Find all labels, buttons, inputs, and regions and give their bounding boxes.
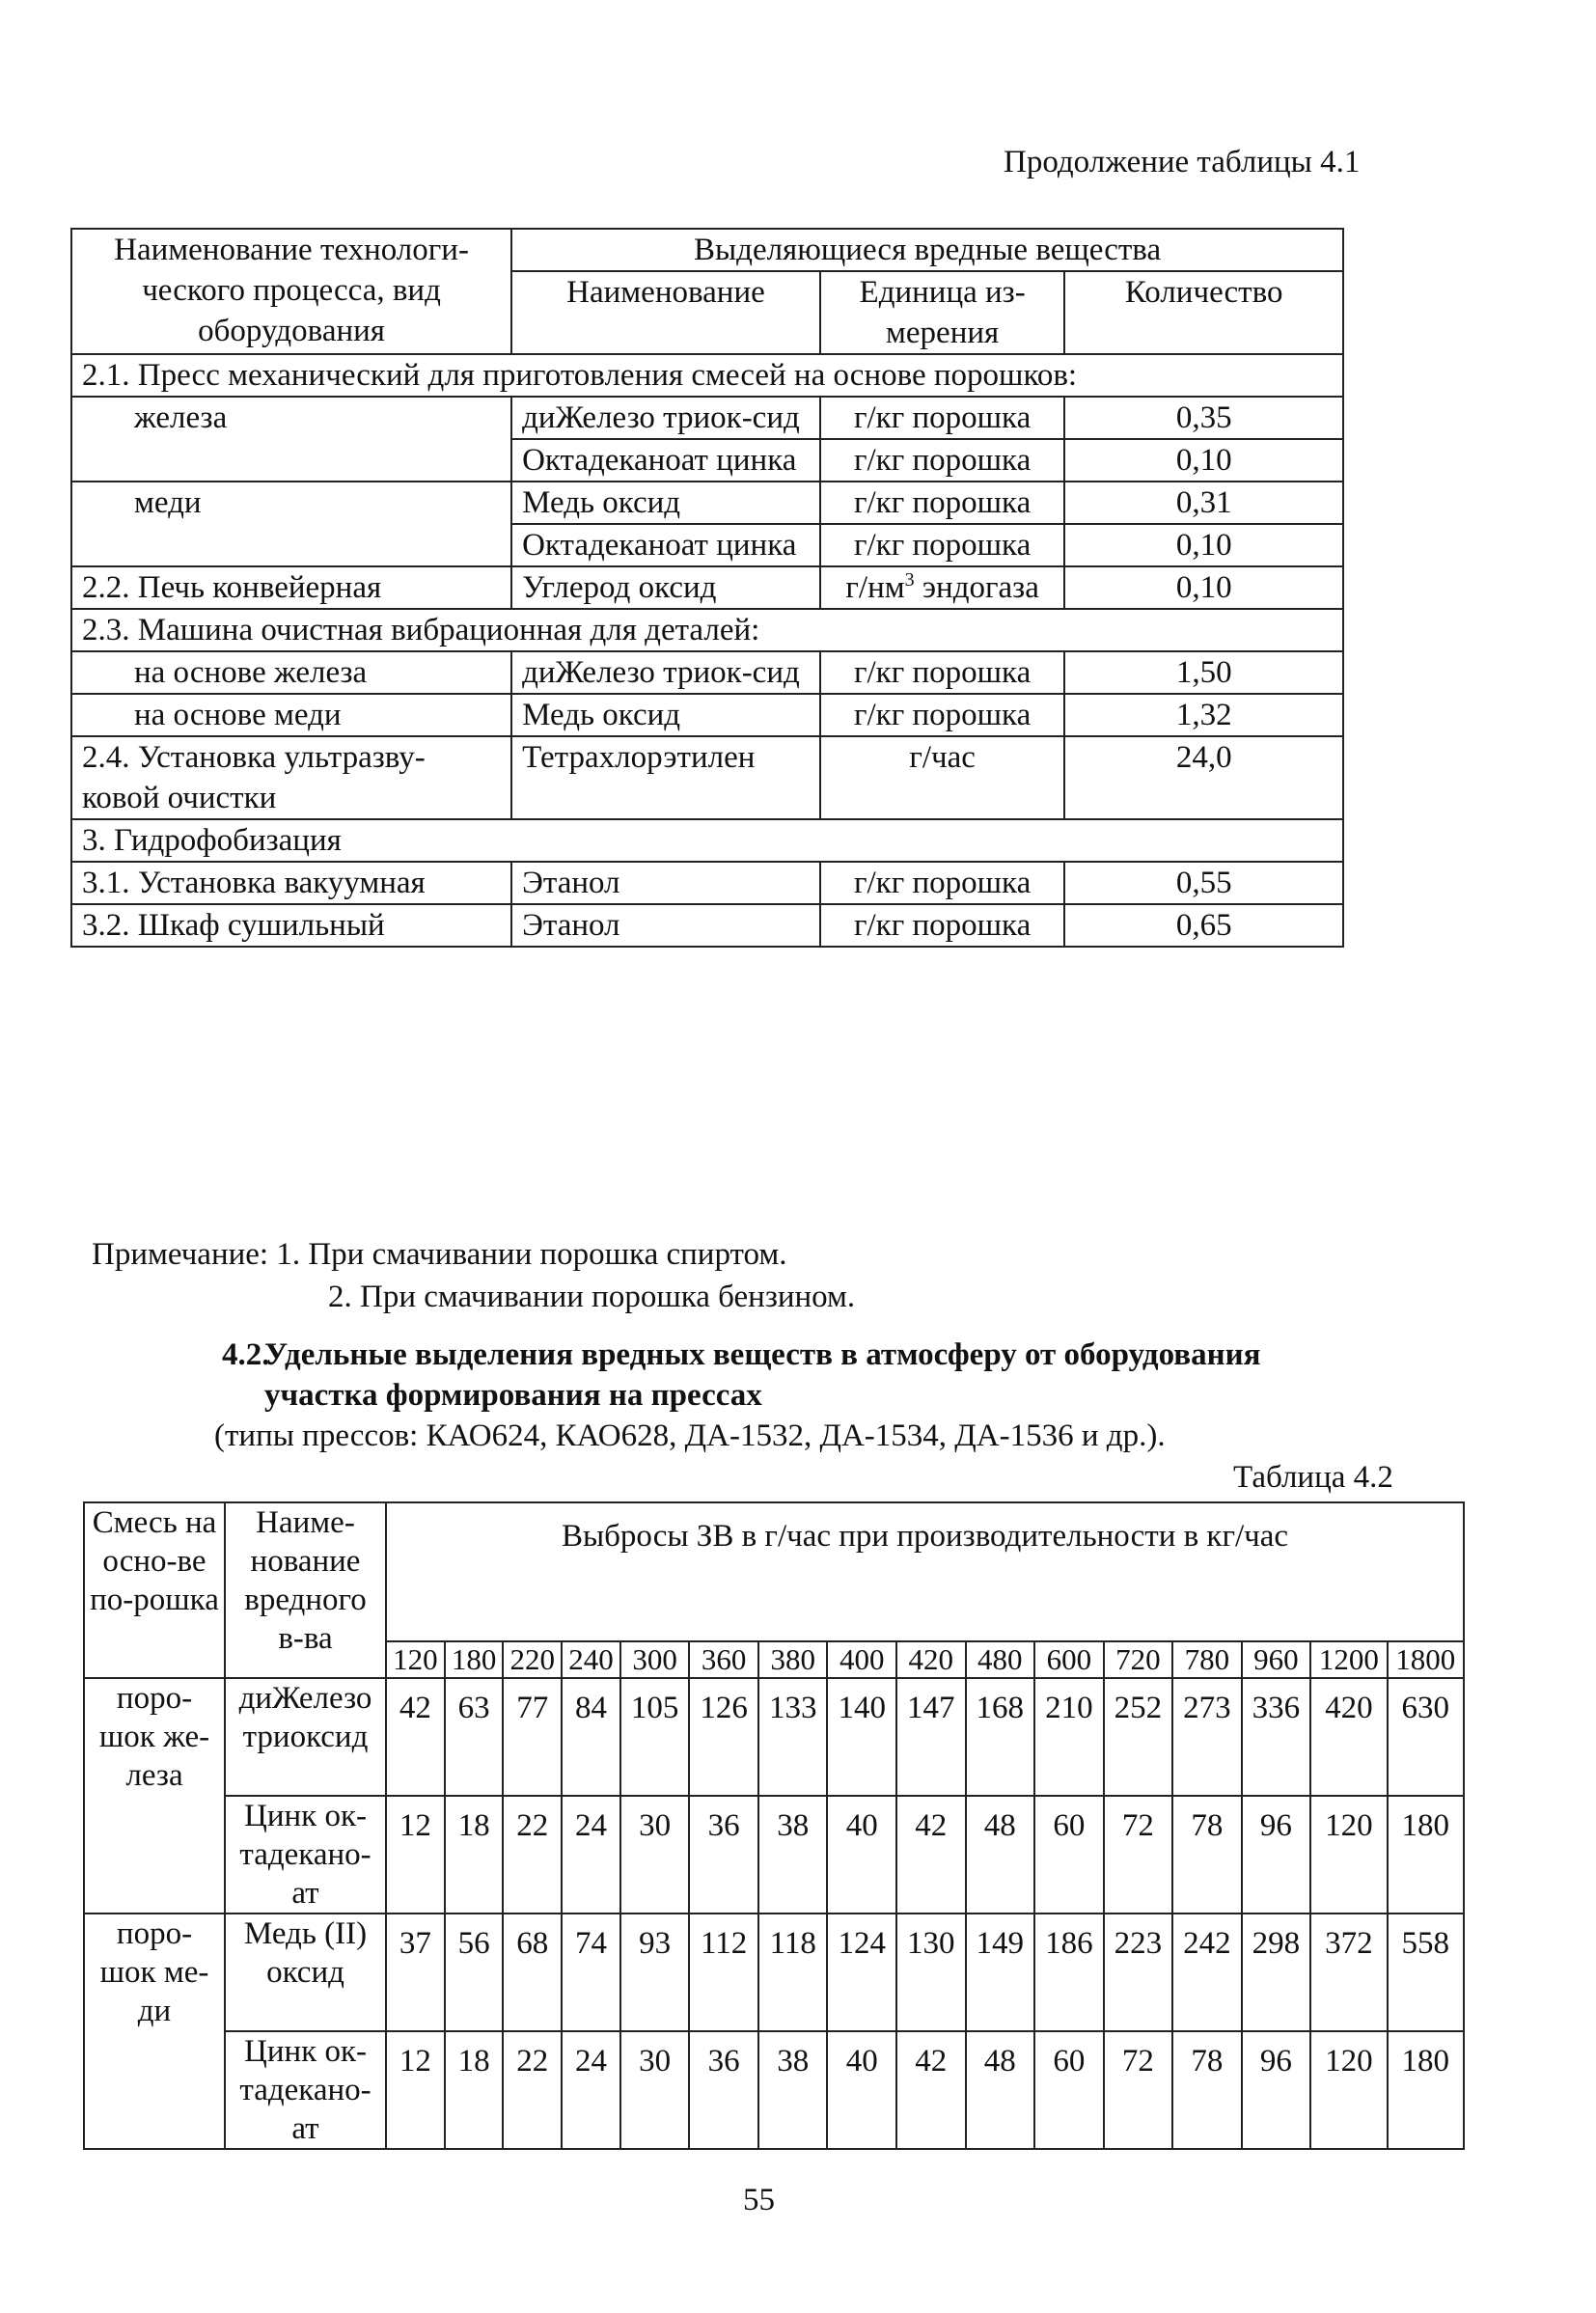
value-cell: 96 — [1242, 1796, 1311, 1914]
qty-cell: 0,55 — [1064, 862, 1343, 904]
value-cell: 30 — [620, 2031, 690, 2149]
value-cell: 147 — [896, 1678, 966, 1796]
header-substances: Выделяющиеся вредные вещества — [511, 229, 1343, 271]
value-cell: 118 — [758, 1914, 828, 2031]
unit-cell: г/кг порошка — [820, 482, 1065, 524]
value-cell: 22 — [503, 2031, 562, 2149]
qty-cell: 1,32 — [1064, 694, 1343, 736]
value-cell: 372 — [1310, 1914, 1387, 2031]
table-row — [71, 566, 1343, 609]
value-cell: 38 — [758, 1796, 828, 1914]
value-cell: 42 — [896, 1796, 966, 1914]
unit-text: г/нм — [845, 570, 905, 605]
process-cell: на основе меди — [71, 694, 511, 736]
value-cell: 30 — [620, 1796, 690, 1914]
rate-cell: 600 — [1034, 1641, 1104, 1678]
value-cell: 223 — [1104, 1914, 1173, 2031]
value-cell: 112 — [689, 1914, 758, 2031]
process-cell: железа — [71, 397, 511, 482]
name-cell: Медь оксид — [511, 482, 820, 524]
rate-cell: 960 — [1242, 1641, 1311, 1678]
rate-cell: 220 — [503, 1641, 562, 1678]
value-cell: 12 — [386, 2031, 445, 2149]
process-cell: 3.1. Установка вакуумная — [71, 862, 511, 904]
unit-cell: г/кг порошка — [820, 904, 1065, 947]
rate-cell: 120 — [386, 1641, 445, 1678]
unit-cell: г/кг порошка — [820, 439, 1065, 482]
section-row: 3. Гидрофобизация — [71, 819, 1343, 862]
section-row: 2.3. Машина очистная вибрационная для деталей: — [71, 609, 1343, 651]
value-cell: 40 — [827, 2031, 896, 2149]
section-number: 4.2. — [222, 1337, 270, 1372]
value-cell: 48 — [966, 2031, 1035, 2149]
value-cell: 186 — [1034, 1914, 1104, 2031]
header-emissions: Выбросы ЗВ в г/час при производительности в кг/час — [386, 1502, 1464, 1641]
table-row — [84, 1914, 1464, 2031]
value-cell: 96 — [1242, 2031, 1311, 2149]
press-types: (типы прессов: КАО624, КАО628, ДА-1532, ДА-1534, ДА-1536 и др.). — [214, 1418, 1166, 1453]
value-cell: 168 — [966, 1678, 1035, 1796]
rate-cell: 1800 — [1388, 1641, 1464, 1678]
page-number: 55 — [743, 2183, 775, 2217]
section-row: 2.1. Пресс механический для приготовления смесей на основе порошков: — [71, 354, 1343, 397]
table-4-1 — [70, 228, 1344, 948]
value-cell: 72 — [1104, 1796, 1173, 1914]
value-cell: 77 — [503, 1678, 562, 1796]
value-cell: 78 — [1172, 2031, 1242, 2149]
value-cell: 60 — [1034, 2031, 1104, 2149]
value-cell: 336 — [1242, 1678, 1311, 1796]
process-cell: меди — [71, 482, 511, 566]
name-cell: Этанол — [511, 862, 820, 904]
unit-cell: г/кг порошка — [820, 694, 1065, 736]
header-substance: Наиме-нование вредного в-ва — [225, 1502, 386, 1678]
unit-cell: г/час — [820, 736, 1065, 819]
value-cell: 42 — [896, 2031, 966, 2149]
name-cell: Октадеканоат цинка — [511, 439, 820, 482]
rate-cell: 180 — [445, 1641, 504, 1678]
value-cell: 558 — [1388, 1914, 1464, 2031]
value-cell: 84 — [562, 1678, 620, 1796]
table-row — [71, 651, 1343, 694]
table-caption: Таблица 4.2 — [1233, 1460, 1393, 1495]
table-note — [92, 1233, 855, 1318]
value-cell: 22 — [503, 1796, 562, 1914]
unit-cell: г/кг порошка — [820, 862, 1065, 904]
substance-cell: Медь (II) оксид — [225, 1914, 386, 2031]
header-qty: Количество — [1064, 271, 1343, 354]
value-cell: 126 — [689, 1678, 758, 1796]
value-cell: 78 — [1172, 1796, 1242, 1914]
value-cell: 120 — [1310, 2031, 1387, 2149]
value-cell: 298 — [1242, 1914, 1311, 2031]
rate-cell: 720 — [1104, 1641, 1173, 1678]
table-4-2 — [83, 1501, 1465, 2150]
rate-cell: 240 — [562, 1641, 620, 1678]
value-cell: 60 — [1034, 1796, 1104, 1914]
value-cell: 93 — [620, 1914, 690, 2031]
value-cell: 130 — [896, 1914, 966, 2031]
value-cell: 140 — [827, 1678, 896, 1796]
value-cell: 24 — [562, 1796, 620, 1914]
substance-cell: диЖелезо триоксид — [225, 1678, 386, 1796]
unit-cell — [820, 566, 1065, 609]
note-line: 2. При смачивании порошка бензином. — [328, 1280, 856, 1314]
value-cell: 18 — [445, 2031, 504, 2149]
value-cell: 40 — [827, 1796, 896, 1914]
qty-cell: 0,31 — [1064, 482, 1343, 524]
substance-cell: Цинк ок-тадекано-ат — [225, 1796, 386, 1914]
rate-cell: 1200 — [1310, 1641, 1387, 1678]
qty-cell: 1,50 — [1064, 651, 1343, 694]
rate-cell: 780 — [1172, 1641, 1242, 1678]
value-cell: 180 — [1388, 2031, 1464, 2149]
unit-cell: г/кг порошка — [820, 397, 1065, 439]
table-row — [84, 1796, 1464, 1914]
value-cell: 36 — [689, 2031, 758, 2149]
rate-cell: 380 — [758, 1641, 828, 1678]
value-cell: 630 — [1388, 1678, 1464, 1796]
header-name: Наименование — [511, 271, 820, 354]
unit-cell: г/кг порошка — [820, 524, 1065, 566]
value-cell: 420 — [1310, 1678, 1387, 1796]
value-cell: 18 — [445, 1796, 504, 1914]
name-cell: диЖелезо триок-сид — [511, 397, 820, 439]
header-mix: Смесь на осно-ве по-рошка — [84, 1502, 225, 1678]
qty-cell: 0,10 — [1064, 566, 1343, 609]
qty-cell: 0,35 — [1064, 397, 1343, 439]
mix-cell: поро-шок ме-ди — [84, 1914, 225, 2149]
unit-suffix: эндогаза — [914, 570, 1039, 605]
table-row — [84, 2031, 1464, 2149]
process-cell: 2.4. Установка ультразву-ковой очистки — [71, 736, 511, 819]
substance-cell: Цинк ок-тадекано-ат — [225, 2031, 386, 2149]
section-title-line: участка формирования на прессах — [264, 1378, 762, 1413]
header-unit: Единица из-мерения — [820, 271, 1065, 354]
rate-cell: 480 — [966, 1641, 1035, 1678]
value-cell: 242 — [1172, 1914, 1242, 2031]
rate-cell: 400 — [827, 1641, 896, 1678]
unit-cell: г/кг порошка — [820, 651, 1065, 694]
section-title-line: Удельные выделения вредных веществ в атмосферу от оборудования — [264, 1337, 1261, 1372]
value-cell: 74 — [562, 1914, 620, 2031]
unit-superscript: 3 — [904, 569, 915, 591]
process-cell: 2.2. Печь конвейерная — [71, 566, 511, 609]
value-cell: 24 — [562, 2031, 620, 2149]
table-row — [71, 736, 1343, 819]
section-heading — [222, 1335, 1261, 1416]
value-cell: 68 — [503, 1914, 562, 2031]
value-cell: 105 — [620, 1678, 690, 1796]
value-cell: 36 — [689, 1796, 758, 1914]
value-cell: 124 — [827, 1914, 896, 2031]
name-cell: диЖелезо триок-сид — [511, 651, 820, 694]
value-cell: 37 — [386, 1914, 445, 2031]
value-cell: 56 — [445, 1914, 504, 2031]
name-cell: Углерод оксид — [511, 566, 820, 609]
name-cell: Медь оксид — [511, 694, 820, 736]
value-cell: 48 — [966, 1796, 1035, 1914]
value-cell: 252 — [1104, 1678, 1173, 1796]
table-row — [71, 694, 1343, 736]
table-row — [84, 1678, 1464, 1796]
value-cell: 210 — [1034, 1678, 1104, 1796]
header-process: Наименование технологи-ческого процесса, вид оборудования — [71, 229, 511, 354]
table-row — [71, 482, 1343, 524]
value-cell: 42 — [386, 1678, 445, 1796]
value-cell: 180 — [1388, 1796, 1464, 1914]
value-cell: 72 — [1104, 2031, 1173, 2149]
rate-cell: 420 — [896, 1641, 966, 1678]
value-cell: 149 — [966, 1914, 1035, 2031]
process-cell: 3.2. Шкаф сушильный — [71, 904, 511, 947]
process-cell: на основе железа — [71, 651, 511, 694]
table-row — [71, 862, 1343, 904]
name-cell: Октадеканоат цинка — [511, 524, 820, 566]
note-line: Примечание: 1. При смачивании порошка спиртом. — [92, 1237, 787, 1272]
qty-cell: 0,10 — [1064, 524, 1343, 566]
table-row — [71, 904, 1343, 947]
qty-cell: 0,65 — [1064, 904, 1343, 947]
qty-cell: 24,0 — [1064, 736, 1343, 819]
value-cell: 273 — [1172, 1678, 1242, 1796]
rate-cell: 300 — [620, 1641, 690, 1678]
name-cell: Тетрахлорэтилен — [511, 736, 820, 819]
name-cell: Этанол — [511, 904, 820, 947]
continuation-title: Продолжение таблицы 4.1 — [1004, 145, 1361, 179]
value-cell: 133 — [758, 1678, 828, 1796]
value-cell: 12 — [386, 1796, 445, 1914]
mix-cell: поро-шок же-леза — [84, 1678, 225, 1914]
rate-cell: 360 — [689, 1641, 758, 1678]
table-row — [71, 397, 1343, 439]
qty-cell: 0,10 — [1064, 439, 1343, 482]
value-cell: 38 — [758, 2031, 828, 2149]
value-cell: 120 — [1310, 1796, 1387, 1914]
value-cell: 63 — [445, 1678, 504, 1796]
